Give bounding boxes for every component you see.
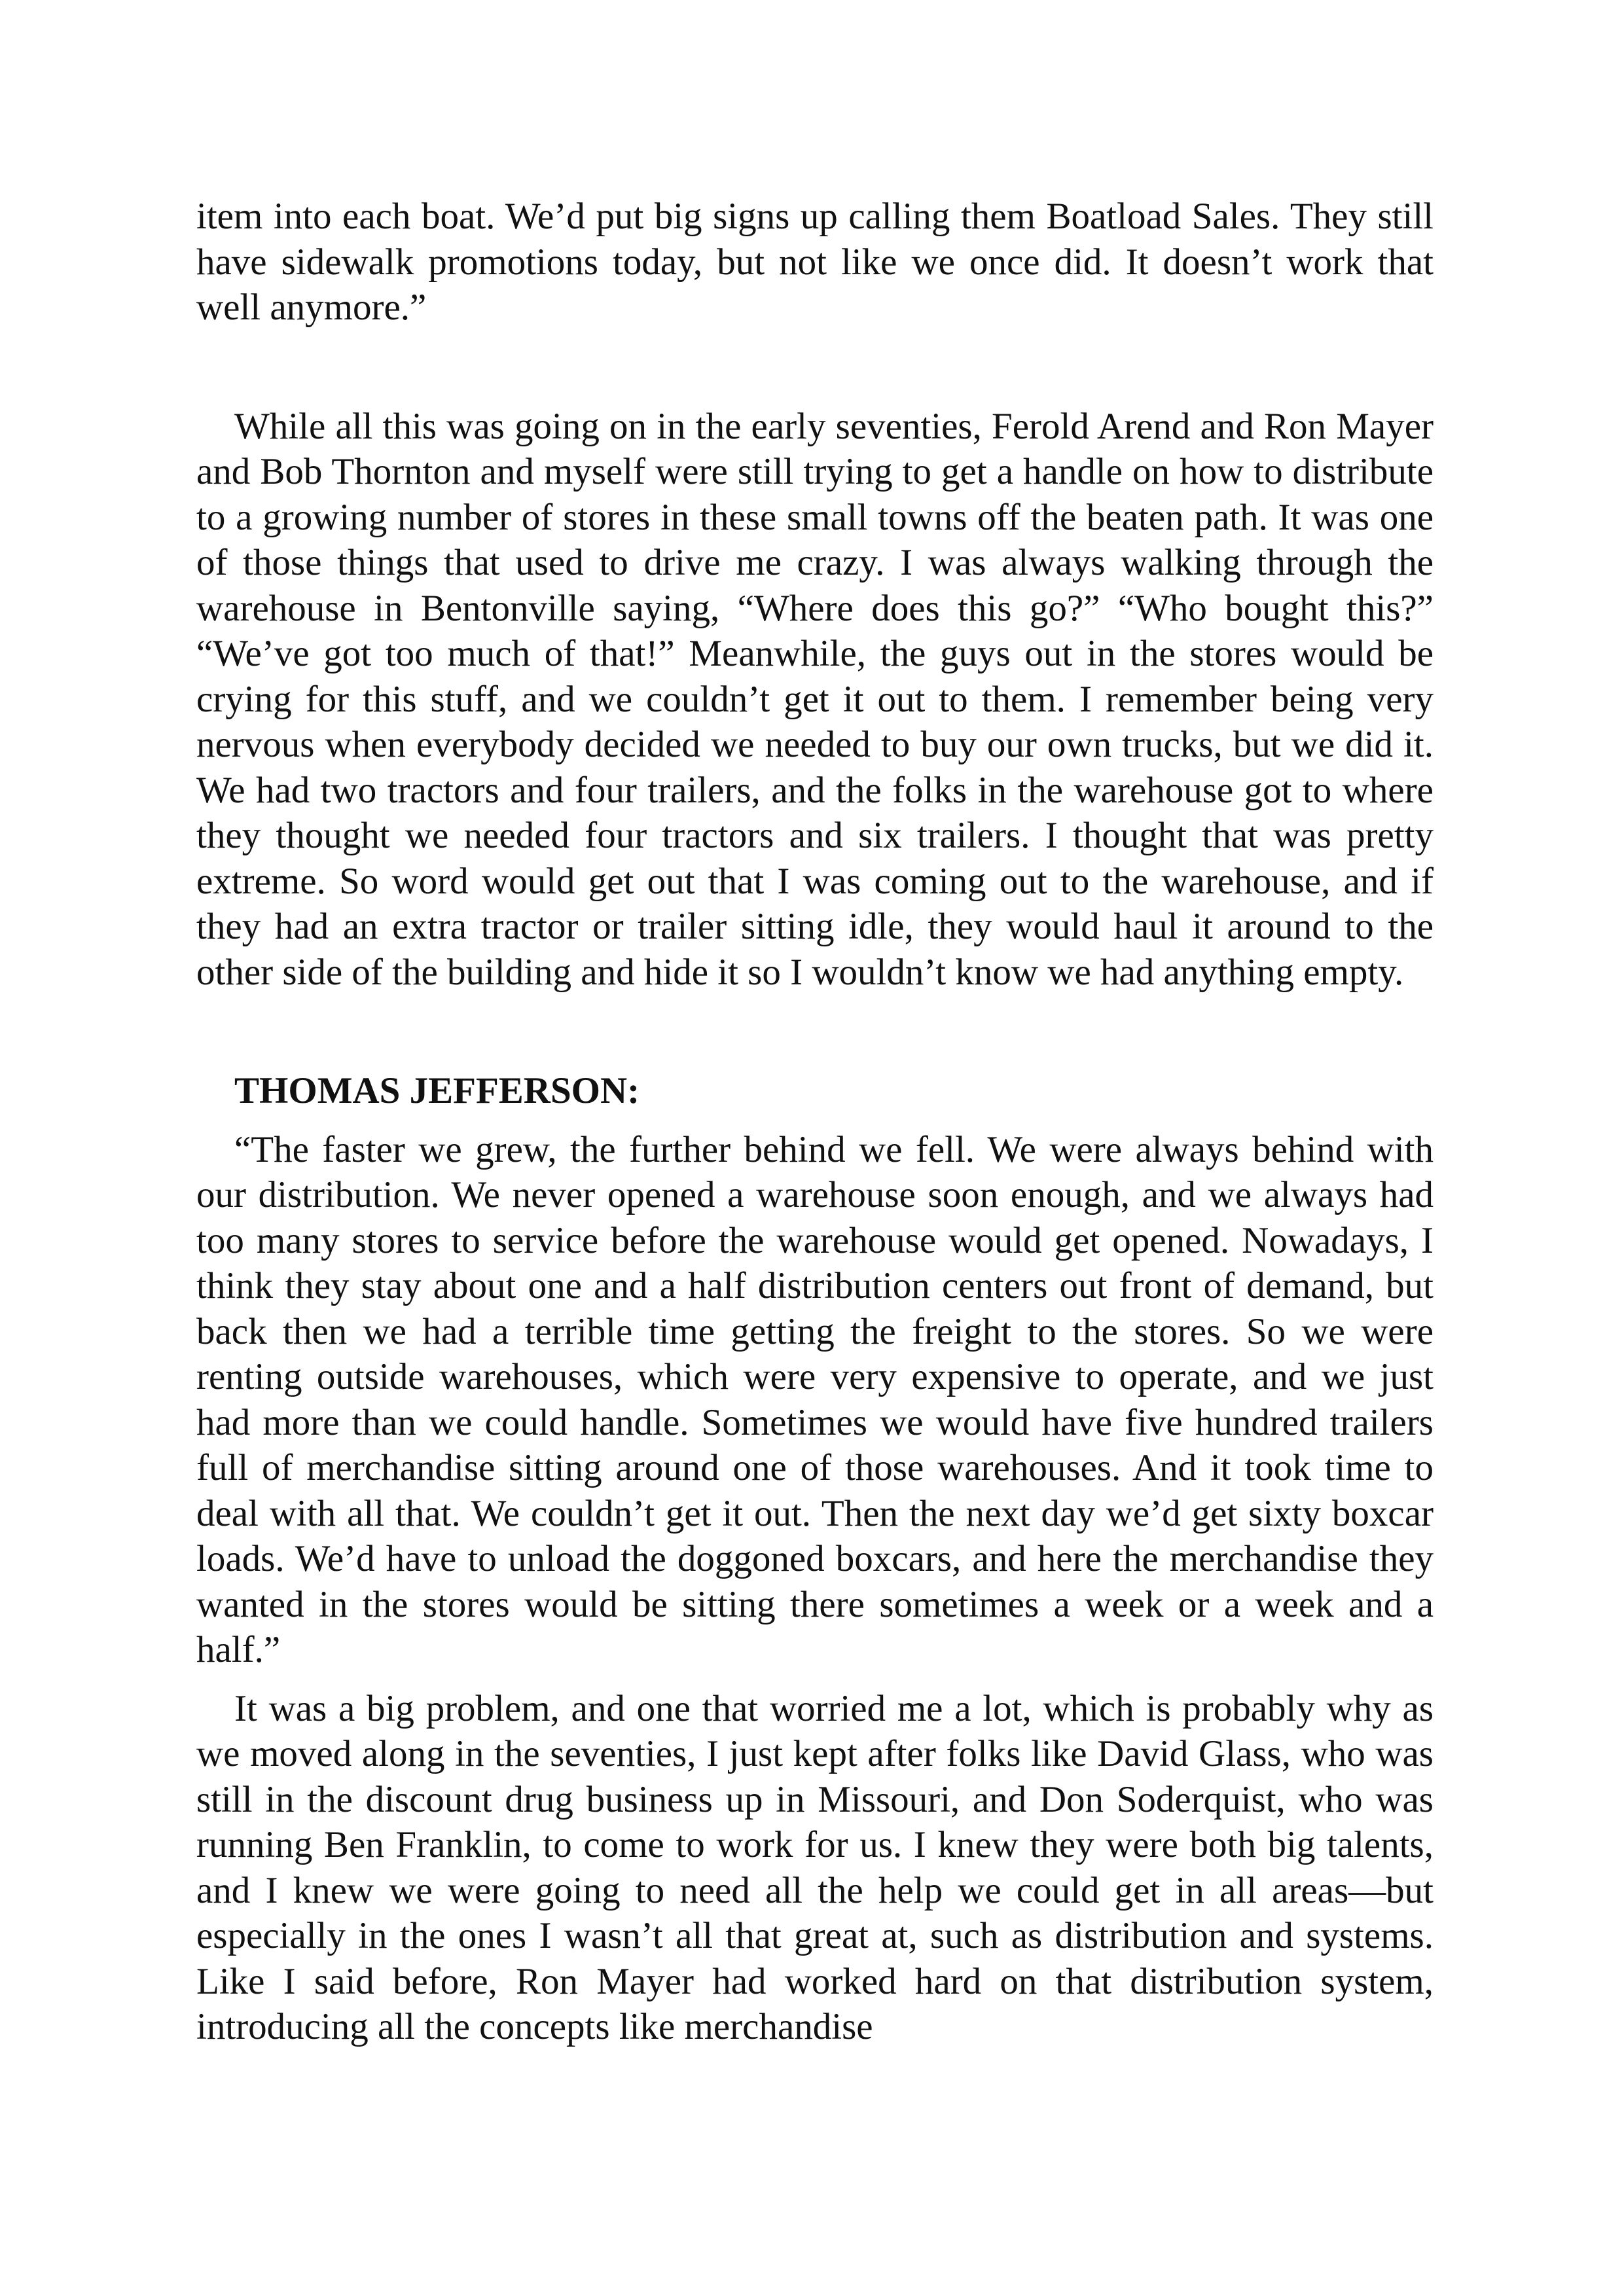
paragraph-jefferson-quote: “The faster we grew, the further behind we fell. We were always behind with our distribution. We never opened a warehouse soon enough, and we always had too many stores to service before the warehouse would get opened. Nowadays, I think they stay about one and a half distribution centers out front of demand, but back then we had a terrible time getting the freight to the stores. So we were renting outside warehouses, which were very expensive to operate, and we just had more than we could handle. Sometimes we would have five hundred trailers full of merchandise sitting around one of those warehouses. And it took time to deal with all that. We couldn’t get it out. Then the next day we’d get sixty boxcar loads. We’d have to unload the doggoned boxcars, and here the merchandise they wanted in the stores would be sitting there sometimes a week or a week and a half.” xyxy=(196,1128,1434,1670)
speaker-heading: THOMAS JEFFERSON: xyxy=(234,1070,640,1111)
document-page xyxy=(196,194,1434,2050)
paragraph-boatload-sales: item into each boat. We’d put big signs up calling them Boatload Sales. They still have sidewalk promotions today, but not like we once did. It doesn’t work that well anymore.” xyxy=(196,196,1434,328)
paragraph-hiring-talent: It was a big problem, and one that worried me a lot, which is probably why as we moved along in the seventies, I just kept after folks like David Glass, who was still in the discount drug business up in Missouri, and Don Soderquist, who was running Ben Franklin, to come to work for us. I knew they were both big talents, and I knew we were going to need all the help we could get in all areas—but especially in the ones I wasn’t all that great at, such as distribution and systems. Like I said before, Ron Mayer had worked hard on that distribution system, introducing all the concepts like merchandise xyxy=(196,1687,1434,2047)
paragraph-distribution-warehouse: While all this was going on in the early seventies, Ferold Arend and Ron Mayer and Bob Thornton and myself were still trying to get a handle on how to distribute to a growing number of stores in these small towns off the beaten path. It was one of those things that used to drive me crazy. I was always walking through the warehouse in Bentonville saying, “Where does this go?” “Who bought this?” “We’ve got too much of that!” Meanwhile, the guys out in the stores would be crying for this stuff, and we couldn’t get it out to them. I remember being very nervous when everybody decided we needed to buy our own trucks, but we did it. We had two tractors and four trailers, and the folks in the warehouse got to where they thought we needed four tractors and six trailers. I thought that was pretty extreme. So word would get out that I was coming out to the warehouse, and if they had an extra tractor or trailer sitting idle, they would haul it around to the other side of the building and hide it so I wouldn’t know we had anything empty. xyxy=(196,405,1434,993)
